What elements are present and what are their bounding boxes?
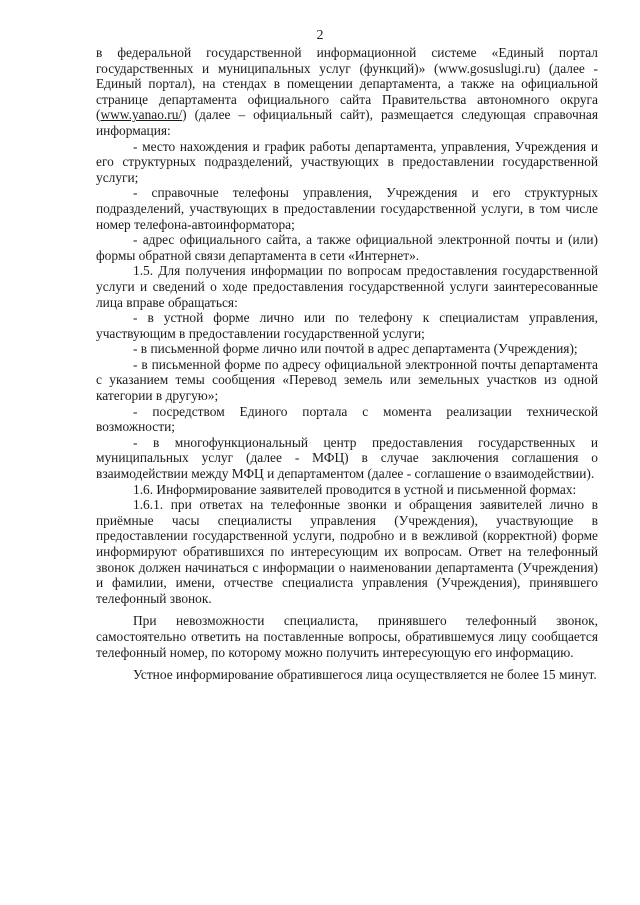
- paragraph-written-form: - в письменной форме лично или почтой в адрес департамента (Учреждения);: [133, 341, 578, 357]
- paragraph-mfc: - в многофункциональный центр предоставления государственных и муниципальных услуг (далее - МФЦ) в случае заключения соглашения о взаимодействии между МФЦ и департаментом (далее - соглашение о взаимодействии).: [96, 434, 598, 482]
- document-body: [96, 45, 598, 683]
- paragraph-location-schedule: - место нахождения и график работы департамента, управления, Учреждения и его структурных подразделений, участвующих в предоставлении государственной услуги;: [96, 138, 598, 185]
- paragraph-portal-info-tail: ) (далее – официальный сайт), размещается следующая справочная информация:: [96, 107, 598, 138]
- official-site-link[interactable]: www.yanao.ru/: [100, 107, 183, 123]
- paragraph-oral-duration: Устное информирование обратившегося лица осуществляется не более 15 минут.: [133, 667, 597, 683]
- paragraph-section-1-5: 1.5. Для получения информации по вопросам предоставления государственной услуги и сведений о ходе предоставления государственной услуги заинтересованные лица вправе обращаться:: [96, 263, 598, 310]
- paragraph-reference-phones: - справочные телефоны управления, Учреждения и его структурных подразделений, участвующих в предоставлении государственной услуги, в том числе номер телефона-автоинформатора;: [96, 185, 598, 232]
- paragraph-oral-form: - в устной форме лично или по телефону к специалистам управления, участвующим в предоставлении государственной услуги;: [96, 310, 598, 341]
- paragraph-portal-info: [96, 45, 598, 139]
- paragraph-redirect-call: При невозможности специалиста, принявшего телефонный звонок, самостоятельно ответить на поставленные вопросы, обратившемуся лицу сообщается телефонный номер, по которому можно получить интересующую его информацию.: [96, 613, 598, 660]
- paragraph-section-1-6: 1.6. Информирование заявителей проводится в устной и письменной формах:: [133, 481, 577, 497]
- page-number: 2: [316, 28, 324, 43]
- paragraph-section-1-6-1: 1.6.1. при ответах на телефонные звонки и обращения заявителей лично в приёмные часы специалисты управления (Учреждения), участвующие в предоставлении государственной услуги, подробно и в вежливой (корректной) форме информируют обратившихся по интересующим их вопросам. Ответ на телефонный звонок должен начинаться с информации о наименовании департамента (Учреждения) и фамилии, имени, отчестве специалиста управления (Учреждения), принявшего телефонный звонок.: [96, 497, 598, 606]
- paragraph-site-address: - адрес официального сайта, а также официальной электронной почты и (или) формы обратной связи департамента в сети «Интернет».: [96, 232, 598, 263]
- paragraph-email-form: - в письменной форме по адресу официальной электронной почты департамента с указанием темы сообщения «Перевод земель или земельных участков из одной категории в другую»;: [96, 356, 598, 404]
- paragraph-portal-access: - посредством Единого портала с момента реализации технической возможности;: [96, 403, 598, 435]
- paragraph-portal-info-text: в федеральной государственной информационной системе «Единый портал государственных и муниципальных услуг (функций)» (www.gosuslugi.ru) (далее - Единый портал), на стендах в помещении департамента, а также на официальной странице департамента официального сайта Правительства автономного округа (: [96, 45, 598, 123]
